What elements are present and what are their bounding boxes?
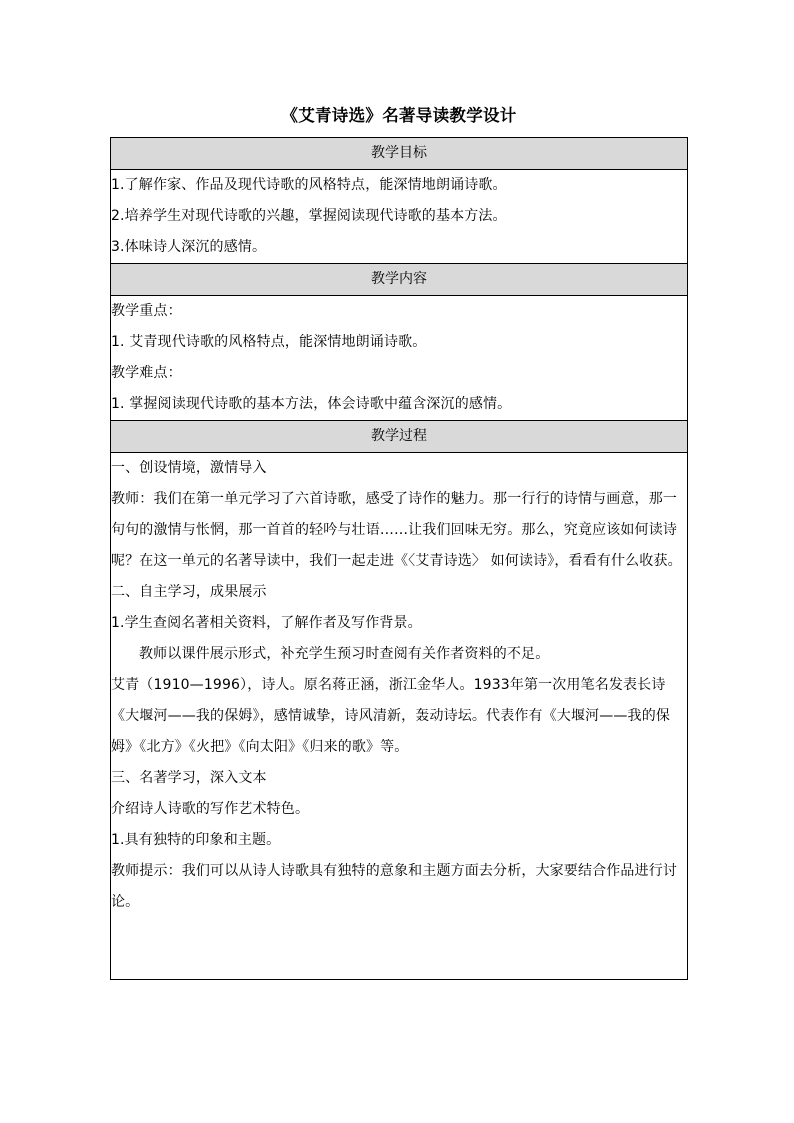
objectives-body-row <box>111 170 688 264</box>
step-paragraph: 教师：我们在第一单元学习了六首诗歌，感受了诗作的魅力。那一行行的诗情与画意，那一句句的激情与怅惘，那一首首的轻吟与壮语……让我们回味无穷。那么，究竟应该如何读诗呢？在这一单元的名著导读中，我们一起走进《〈艾青诗选〉 如何读诗》，看看有什么收获。 <box>111 491 682 569</box>
step-item: 1.学生查阅名著相关资料，了解作者及写作背景。 <box>111 615 422 631</box>
objective-item: 2.培养学生对现代诗歌的兴趣，掌握阅读现代诗歌的基本方法。 <box>111 208 507 224</box>
key-points-label: 教学重点： <box>111 303 182 319</box>
process-heading: 教学过程 <box>111 421 688 453</box>
lesson-plan-table <box>110 137 688 980</box>
difficulty-item: 1. 掌握阅读现代诗歌的基本方法，体会诗歌中蕴含深沉的感情。 <box>111 396 512 412</box>
process-body-row <box>111 453 688 980</box>
step-heading: 三、名著学习，深入文本 <box>111 770 267 786</box>
difficulty-label: 教学难点： <box>111 365 182 381</box>
objectives-heading: 教学目标 <box>111 138 688 170</box>
content-body-row <box>111 296 688 421</box>
step-heading: 二、自主学习，成果展示 <box>111 584 267 600</box>
objective-item: 1.了解作家、作品及现代诗歌的风格特点，能深情地朗诵诗歌。 <box>111 177 507 193</box>
step-item: 1.具有独特的印象和主题。 <box>111 832 281 848</box>
content-header-row <box>111 264 688 296</box>
step-intro: 介绍诗人诗歌的写作艺术特色。 <box>111 801 310 817</box>
teacher-note: 教师以课件展示形式，补充学生预习时查阅有关作者资料的不足。 <box>139 646 550 662</box>
document-title: 《艾青诗选》名著导读教学设计 <box>281 106 517 125</box>
objectives-header-row <box>111 138 688 170</box>
key-point-item: 1. 艾青现代诗歌的风格特点，能深情地朗诵诗歌。 <box>111 334 427 350</box>
objectives-body <box>111 170 688 264</box>
content-heading: 教学内容 <box>111 264 688 296</box>
teacher-tip: 教师提示：我们可以从诗人诗歌具有独特的意象和主题方面去分析，大家要结合作品进行讨论。 <box>111 863 677 910</box>
objective-item: 3.体味诗人深沉的感情。 <box>111 239 267 255</box>
process-body <box>111 453 688 980</box>
process-header-row <box>111 421 688 453</box>
author-intro: 艾青（1910—1996），诗人。原名蒋正涵，浙江金华人。1933年第一次用笔名发表长诗《大堰河——我的保姆》，感情诚挚，诗风清新，轰动诗坛。代表作有《大堰河——我的保姆》《北方》《火把》《向太阳》《归来的歌》等。 <box>111 677 670 755</box>
step-heading: 一、创设情境，激情导入 <box>111 460 267 476</box>
content-body <box>111 296 688 421</box>
